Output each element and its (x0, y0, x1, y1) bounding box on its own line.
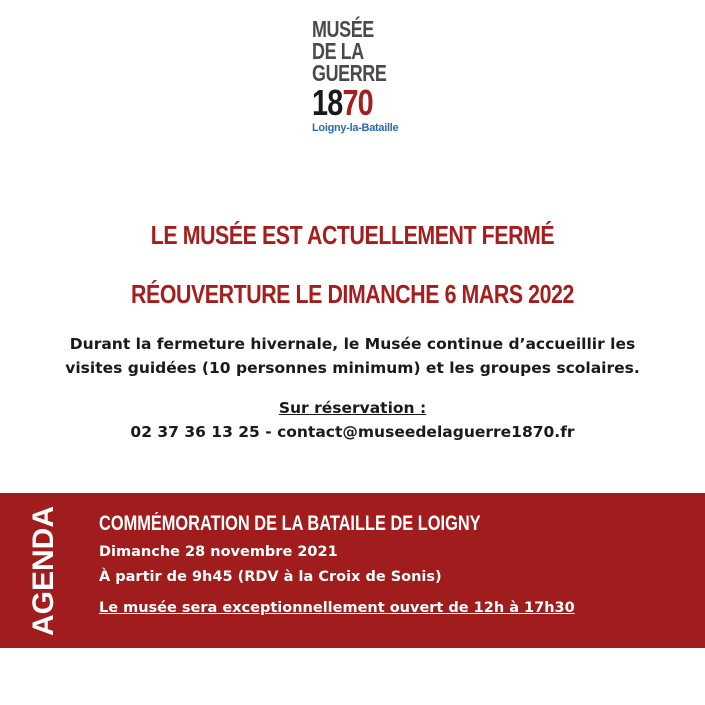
logo-year (312, 82, 384, 123)
logo-year-part2: 70 (342, 82, 373, 123)
contact-info[interactable]: 02 37 36 13 25 - contact@museedelaguerre1870.fr (130, 423, 575, 441)
logo-place: Loigny-la-Bataille (312, 122, 399, 134)
reservation-block (0, 396, 705, 444)
logo-year-part1: 18 (312, 82, 343, 123)
winter-closure-text (40, 332, 665, 380)
agenda-tab (14, 493, 74, 648)
logo-line-musee: MUSÉE (312, 16, 374, 42)
event-title: COMMÉMORATION DE LA BATAILLE DE LOIGNY (99, 512, 481, 535)
closed-headline: LE MUSÉE EST ACTUELLEMENT FERMÉ (150, 220, 555, 250)
logo-line-de-la: DE LA (312, 38, 364, 64)
body-line: visites guidées (10 personnes minimum) et les groupes scolaires. (65, 359, 640, 377)
agenda-banner (0, 493, 705, 648)
reopening-headline: RÉOUVERTURE LE DIMANCHE 6 MARS 2022 (131, 279, 574, 309)
body-line: Durant la fermeture hivernale, le Musée continue d’accueillir les (69, 335, 636, 353)
museum-logo (312, 18, 402, 134)
event-opening-note: Le musée sera exceptionnellement ouvert de 12h à 17h30 (99, 600, 575, 616)
event-time: À partir de 9h45 (RDV à la Croix de Sonis) (99, 569, 442, 585)
logo-line-guerre: GUERRE (312, 60, 387, 86)
event-date: Dimanche 28 novembre 2021 (99, 544, 338, 560)
agenda-tab-label: AGENDA (27, 505, 60, 636)
reservation-label: Sur réservation : (278, 399, 427, 417)
